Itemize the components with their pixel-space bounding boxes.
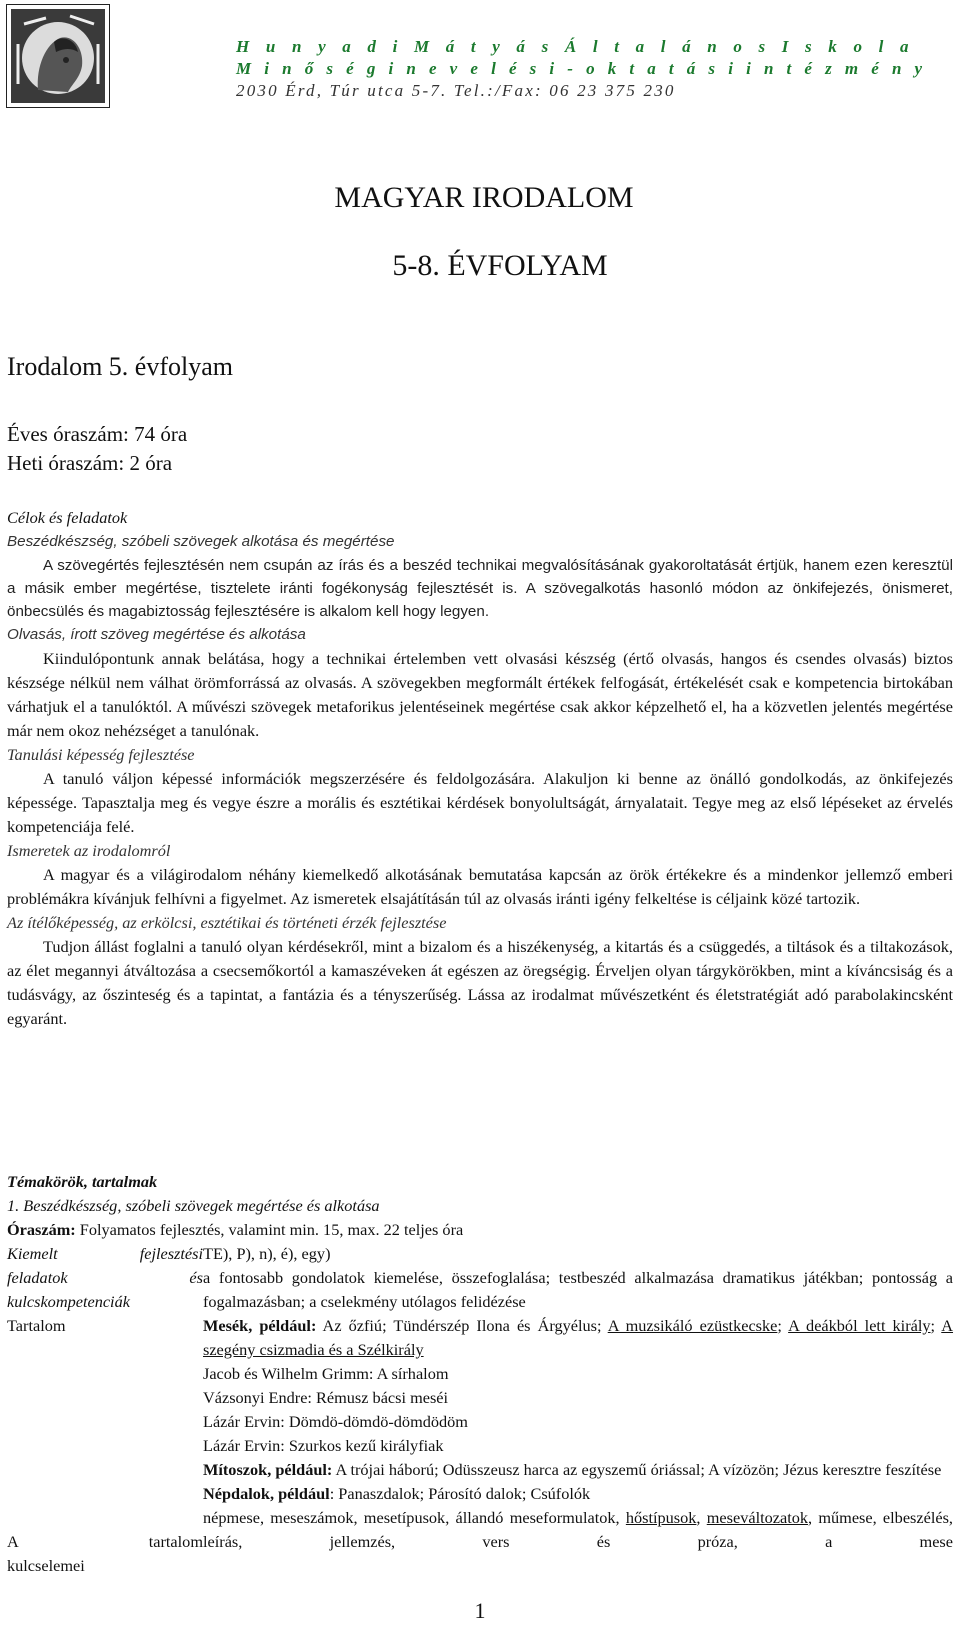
goals-section bbox=[7, 506, 953, 1031]
myths-line bbox=[203, 1458, 953, 1482]
speech-title: Beszédkészség, szóbeli szövegek alkotása és megértése bbox=[7, 533, 395, 550]
tales-sep1: ; bbox=[777, 1316, 789, 1335]
hours-value: Folyamatos fejlesztés, valamint min. 15, max. 22 teljes óra bbox=[75, 1220, 464, 1239]
label-dev-1: Kiemelt fejlesztési bbox=[7, 1244, 203, 1263]
label-dev-2: feladatok és bbox=[7, 1268, 203, 1287]
weekly-hours: Heti óraszám: 2 óra bbox=[7, 451, 173, 475]
topic-table-labels bbox=[7, 1242, 203, 1578]
key-hero-types: hőstípusok bbox=[625, 1508, 697, 1527]
tales-label: Mesék, például: bbox=[203, 1316, 317, 1335]
key-elements bbox=[203, 1506, 953, 1554]
tales-a: Az őzfiú; Tündérszép Ilona és Árgyélus; bbox=[316, 1316, 608, 1335]
folk-text: : Panaszdalok; Párosító dalok; Csúfolók bbox=[329, 1484, 591, 1503]
label-dev-3: kulcskompetenciák bbox=[7, 1292, 130, 1311]
topics-heading: Témakörök, tartalmak bbox=[7, 1172, 158, 1191]
judgement-title: Az ítélőképesség, az erkölcsi, esztétikai és történeti érzék fejlesztése bbox=[7, 913, 447, 932]
tales-sep2: ; bbox=[930, 1316, 942, 1335]
annual-hours: Éves óraszám: 74 óra bbox=[7, 422, 188, 446]
hours-label: Óraszám: bbox=[7, 1220, 76, 1239]
section-heading: Irodalom 5. évfolyam bbox=[7, 352, 233, 381]
learning-title: Tanulási képesség fejlesztése bbox=[7, 745, 195, 764]
literature-title: Ismeretek az irodalomról bbox=[7, 841, 171, 860]
topic-table-values bbox=[203, 1242, 953, 1578]
page-number: 1 bbox=[474, 1598, 486, 1623]
school-address: 2030 Érd, Túr utca 5-7. Tel.:/Fax: 06 23 375 230 bbox=[236, 81, 676, 100]
key-a: népmese, meseszámok, mesetípusok, állandó meseformulatok, bbox=[203, 1508, 626, 1527]
myths-label: Mítoszok, például: bbox=[203, 1460, 333, 1479]
hours-block bbox=[7, 420, 187, 478]
folk-label: Népdalok, például bbox=[203, 1484, 330, 1503]
learning-paragraph: A tanuló váljon képessé információk megszerzésére és feldolgozására. Alakuljon ki benne az önálló gondolkodás, az önkifejezés képessége. Tapasztalja meg és vegye észre a morális és esztétikai kérdések bonyolultságát, árnyalatait. Tegye meg az első lépéseket az érvelés kompetenciája felé. bbox=[7, 769, 953, 836]
judgement-paragraph: Tudjon állást foglalni a tanuló olyan kérdésekről, mint a bizalom és a hiszékenység, a kitartás és a csüggedés, a tiltások és a tiltakozások, az élet megannyi átváltozása a csecsemőkortól a kamaszéveken át egészen az öregségig. Érveljen olyan tárgykörökben, mint a kíváncsiság és a tudásvágy, az őszinteség és a tapintat, a fantázia és a tényszerűség. Lássa az irodalmat művészetként és életstratégiát adó parabolakincsként egyaránt. bbox=[7, 937, 953, 1028]
school-subtitle: M i n ő s é g i n e v e l é s i - o k t a t á s i i n t é z m é n y bbox=[236, 59, 927, 78]
key-e: , műmese, elbeszélés, leírás, jellemzés, vers és próza, a mese bbox=[203, 1508, 953, 1551]
topics-section bbox=[7, 1170, 953, 1578]
topic-1-hours bbox=[7, 1218, 953, 1242]
label-key-2: kulcselemei bbox=[7, 1556, 85, 1575]
tale-poor-cobbler: A szegény csizmadia és a Szélkirály bbox=[203, 1316, 954, 1359]
folk-line bbox=[203, 1482, 953, 1506]
dev-text: a fontosabb gondolatok kiemelése, összefoglalása; testbeszéd alkalmazása dramatikus játékban; pontosság a fogalmazásban; a cselekmény utólagos felidézése bbox=[203, 1268, 953, 1311]
speech-paragraph: A szövegértés fejlesztésén nem csupán az írás és a beszéd technikai megvalósításának gyakoroltatását értjük, hanem ezen keresztül a másik ember megértése, tisztelete iránti fogékonyság fejlesztését is. A szövegalkotás hasonló módon az önkifejezés, önismeret, önbecsülés és magabiztosság fejlesztésére is alkalom kell hogy legyen. bbox=[7, 557, 953, 620]
topic-table bbox=[7, 1242, 953, 1578]
reading-title: Olvasás, írott szöveg megértése és alkotása bbox=[7, 626, 306, 643]
grimm: Jacob és Wilhelm Grimm: A sírhalom bbox=[203, 1364, 449, 1383]
tale-student-king: A deákból lett király bbox=[788, 1316, 931, 1335]
key-tale-variants: meseváltozatok bbox=[706, 1508, 809, 1527]
key-sep: , bbox=[696, 1508, 707, 1527]
dev-codes: TE), P), n), é), egy) bbox=[203, 1244, 331, 1263]
label-content: Tartalom bbox=[7, 1316, 66, 1335]
label-key-1: A tartalom bbox=[7, 1532, 203, 1551]
lazar-1: Lázár Ervin: Dömdö-dömdö-dömdödöm bbox=[203, 1412, 468, 1431]
literature-paragraph: A magyar és a világirodalom néhány kiemelkedő alkotásának bemutatása kapcsán az örök értékekre és a mindenkor jellemző emberi problémákra kívánjuk felhívni a figyelmet. Az ismeretek elsajátításán túl az olvasás iránti igény felkeltése is céljaink közé tartozik. bbox=[7, 865, 953, 908]
document-grade: 5-8. ÉVFOLYAM bbox=[392, 249, 608, 282]
document-title: MAGYAR IRODALOM bbox=[334, 181, 634, 214]
myths-text: A trójai háború; Odüsszeusz harca az egyszemű óriással; A vízözön; Jézus keresztre feszítése bbox=[332, 1460, 942, 1479]
topic-1-title: 1. Beszédkészség, szóbeli szövegek megértése és alkotása bbox=[7, 1196, 380, 1215]
reading-paragraph: Kiindulópontunk annak belátása, hogy a technikai értelemben vett olvasási készség (értő olvasás, hangos és csendes olvasás) biztos készsége nélkül nem válhat örömforrássá az olvasás. A szövegekben megformált értékek felfogását, értékelését csak e kompetencia birtokában várhatjuk el a tanulóktól. A művészi szövegek metaforikus jelentéseinek megértése csak akkor képzelhető el, ha a közvetlen jelentés megértése már nem okoz nehézséget a tanulónak. bbox=[7, 649, 953, 740]
vazsonyi: Vázsonyi Endre: Rémusz bácsi meséi bbox=[203, 1388, 449, 1407]
tale-silver-goat: A muzsikáló ezüstkecske bbox=[607, 1316, 778, 1335]
school-header bbox=[236, 36, 956, 102]
school-seal-logo bbox=[6, 4, 110, 108]
school-name: H u n y a d i M á t y á s Á l t a l á n o s I s k o l a bbox=[236, 37, 915, 56]
goals-heading: Célok és feladatok bbox=[7, 508, 128, 527]
tales-line bbox=[203, 1314, 953, 1362]
lazar-2: Lázár Ervin: Szurkos kezű királyfiak bbox=[203, 1436, 444, 1455]
